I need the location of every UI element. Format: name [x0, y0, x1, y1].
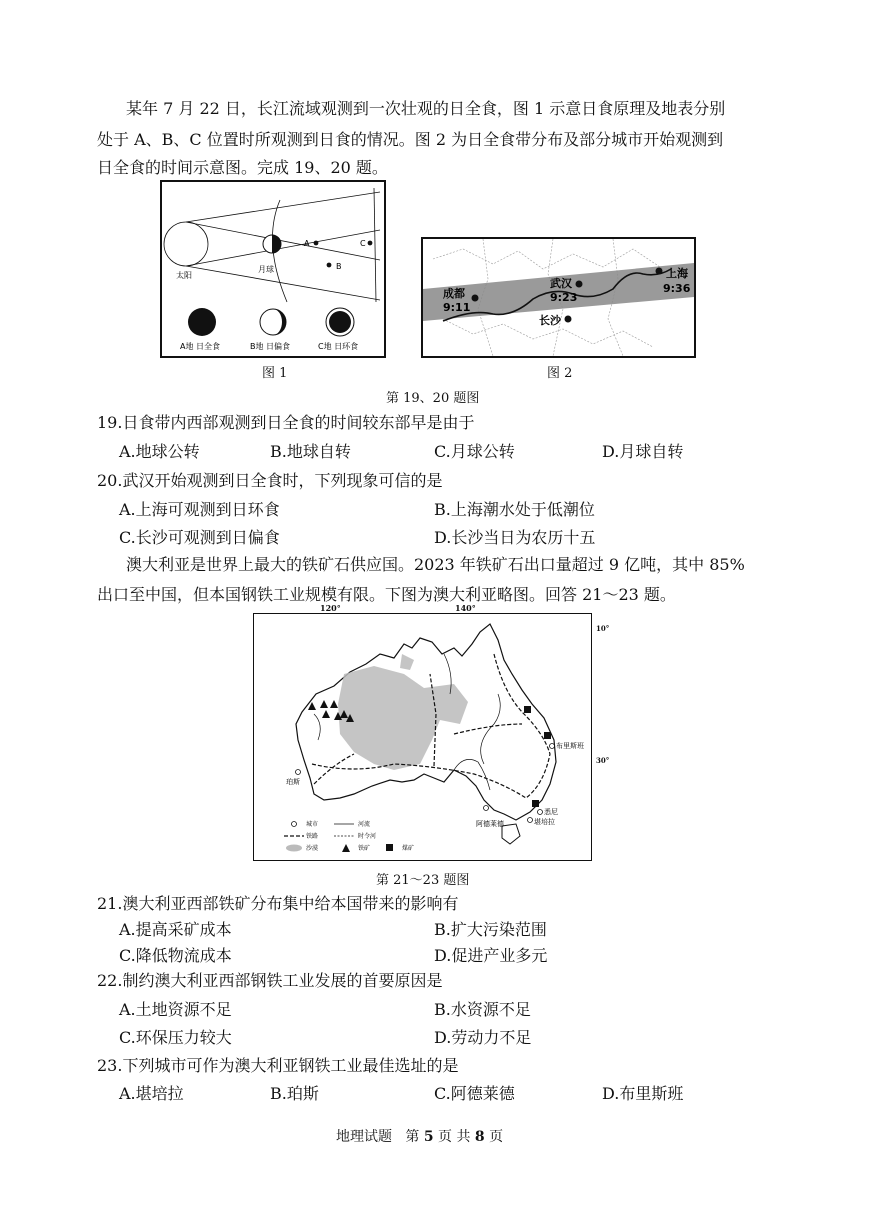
lon-label-140: 140° — [455, 603, 476, 613]
moon-label: 月球 — [258, 265, 274, 274]
point-c-dot — [368, 241, 373, 246]
city-adelaide-label: 阿德莱德 — [476, 820, 504, 828]
city-shanghai-dot — [656, 268, 663, 275]
city-wuhan-dot — [576, 281, 583, 288]
q21-option-c[interactable]: C.降低物流成本 — [119, 946, 232, 965]
city-canberra-dot — [528, 818, 533, 823]
legend-partial: B地 日偏食 — [250, 342, 291, 351]
q23-option-c[interactable]: C.阿德莱德 — [434, 1084, 515, 1103]
legend-iron: 铁矿 — [358, 845, 371, 852]
city-chengdu-name: 成都 — [443, 287, 465, 300]
lat-label-10: 10° — [596, 624, 610, 633]
lon-label-120: 120° — [320, 603, 341, 613]
figure-1 — [160, 180, 386, 358]
q23-stem: 23.下列城市可作为澳大利亚钢铁工业最佳选址的是 — [97, 1056, 459, 1075]
footer-page-number: 5 — [423, 1129, 434, 1145]
footer-page-suffix: 页 — [489, 1129, 504, 1145]
q20-stem: 20.武汉开始观测到日全食时，下列现象可信的是 — [97, 471, 443, 490]
intro-line-1: 某年 7 月 22 日，长江流域观测到一次壮观的日全食，图 1 示意日食原理及地表分别 — [126, 99, 726, 118]
q19-option-a[interactable]: A.地球公转 — [119, 442, 200, 461]
q21-option-d[interactable]: D.促进产业多元 — [434, 946, 548, 965]
q21-stem: 21.澳大利亚西部铁矿分布集中给本国带来的影响有 — [97, 894, 459, 913]
legend-city: 城市 — [306, 821, 319, 828]
city-wuhan-name: 武汉 — [550, 277, 572, 290]
city-perth-dot — [296, 770, 301, 775]
q20-option-d[interactable]: D.长沙当日为农历十五 — [434, 528, 596, 547]
city-chengdu-time: 9:11 — [443, 301, 471, 314]
footer-page-prefix: 第 — [405, 1129, 420, 1145]
city-canberra-label: 堪培拉 — [534, 818, 555, 826]
q20-option-b[interactable]: B.上海潮水处于低潮位 — [434, 500, 595, 519]
q19-option-b[interactable]: B.地球自转 — [270, 442, 351, 461]
figure-group-caption: 第 19、20 题图 — [386, 391, 480, 406]
q21-option-a[interactable]: A.提高采矿成本 — [119, 920, 232, 939]
map-caption: 第 21～23 题图 — [376, 873, 470, 888]
q19-option-c[interactable]: C.月球公转 — [434, 442, 515, 461]
footer-subject: 地理试题 — [336, 1129, 392, 1145]
city-changsha-dot — [565, 316, 572, 323]
q20-option-a[interactable]: A.上海可观测到日环食 — [119, 500, 280, 519]
intro-line-3: 日全食的时间示意图。完成 19、20 题。 — [97, 158, 388, 177]
intro2-line-1: 澳大利亚是世界上最大的铁矿石供应国。2023 年铁矿石出口量超过 9 亿吨，其中 85% — [126, 555, 745, 574]
city-perth-label: 珀斯 — [286, 778, 300, 786]
city-shanghai-time: 9:36 — [663, 282, 691, 295]
q19-option-d[interactable]: D.月球自转 — [602, 442, 684, 461]
city-changsha-name: 长沙 — [539, 314, 561, 327]
point-a-label: A — [304, 239, 310, 248]
legend-annular: C地 日环食 — [318, 342, 359, 351]
page-footer — [336, 1126, 503, 1146]
city-brisbane-dot — [550, 744, 555, 749]
q23-option-d[interactable]: D.布里斯班 — [602, 1084, 684, 1103]
city-sydney-dot — [538, 810, 543, 815]
intro2-line-2: 出口至中国，但本国钢铁工业规模有限。下图为澳大利亚略图。回答 21～23 题。 — [97, 585, 676, 604]
total-eclipse-icon — [188, 308, 216, 336]
city-adelaide-dot — [484, 806, 489, 811]
map-legend — [284, 820, 414, 852]
q22-stem: 22.制约澳大利亚西部钢铁工业发展的首要原因是 — [97, 971, 443, 990]
figure-2 — [421, 237, 696, 358]
figure-1-caption: 图 1 — [262, 366, 288, 381]
point-c-label: C — [360, 239, 366, 248]
australia-map — [253, 613, 592, 861]
point-b-label: B — [336, 262, 342, 271]
figure-2-caption: 图 2 — [547, 366, 573, 381]
q20-option-c[interactable]: C.长沙可观测到日偏食 — [119, 528, 280, 547]
city-sydney-label: 悉尼 — [544, 808, 558, 816]
city-chengdu-dot — [472, 295, 479, 302]
point-b-dot — [327, 263, 332, 268]
q23-option-b[interactable]: B.珀斯 — [270, 1084, 319, 1103]
sun-label: 太阳 — [176, 271, 192, 280]
q22-option-c[interactable]: C.环保压力较大 — [119, 1028, 232, 1047]
q19-stem: 19.日食带内西部观测到日全食的时间较东部早是由于 — [97, 413, 475, 432]
legend-coal: 煤矿 — [402, 845, 415, 852]
q23-option-a[interactable]: A.堪培拉 — [119, 1084, 184, 1103]
q22-option-d[interactable]: D.劳动力不足 — [434, 1028, 532, 1047]
footer-total-pages: 8 — [474, 1129, 485, 1145]
lat-label-30: 30° — [596, 756, 610, 765]
q22-option-a[interactable]: A.土地资源不足 — [119, 1000, 232, 1019]
legend-river: 河流 — [358, 821, 371, 828]
city-wuhan-time: 9:23 — [550, 291, 578, 304]
legend-total: A地 日全食 — [180, 342, 221, 351]
legend-desert: 沙漠 — [306, 845, 319, 852]
legend-railway: 铁路 — [306, 833, 319, 840]
city-brisbane-label: 布里斯班 — [556, 742, 584, 750]
tasmania — [502, 824, 520, 844]
footer-page-mid: 页 共 — [438, 1129, 471, 1145]
q22-option-b[interactable]: B.水资源不足 — [434, 1000, 531, 1019]
q21-option-b[interactable]: B.扩大污染范围 — [434, 920, 547, 939]
legend-seasonal-river: 时令河 — [358, 833, 377, 840]
sun-shape — [164, 222, 208, 266]
city-shanghai-name: 上海 — [666, 267, 688, 280]
point-a-dot — [314, 241, 319, 246]
intro-line-2: 处于 A、B、C 位置时所观测到日食的情况。图 2 为日全食带分布及部分城市开始观测到 — [97, 130, 724, 149]
